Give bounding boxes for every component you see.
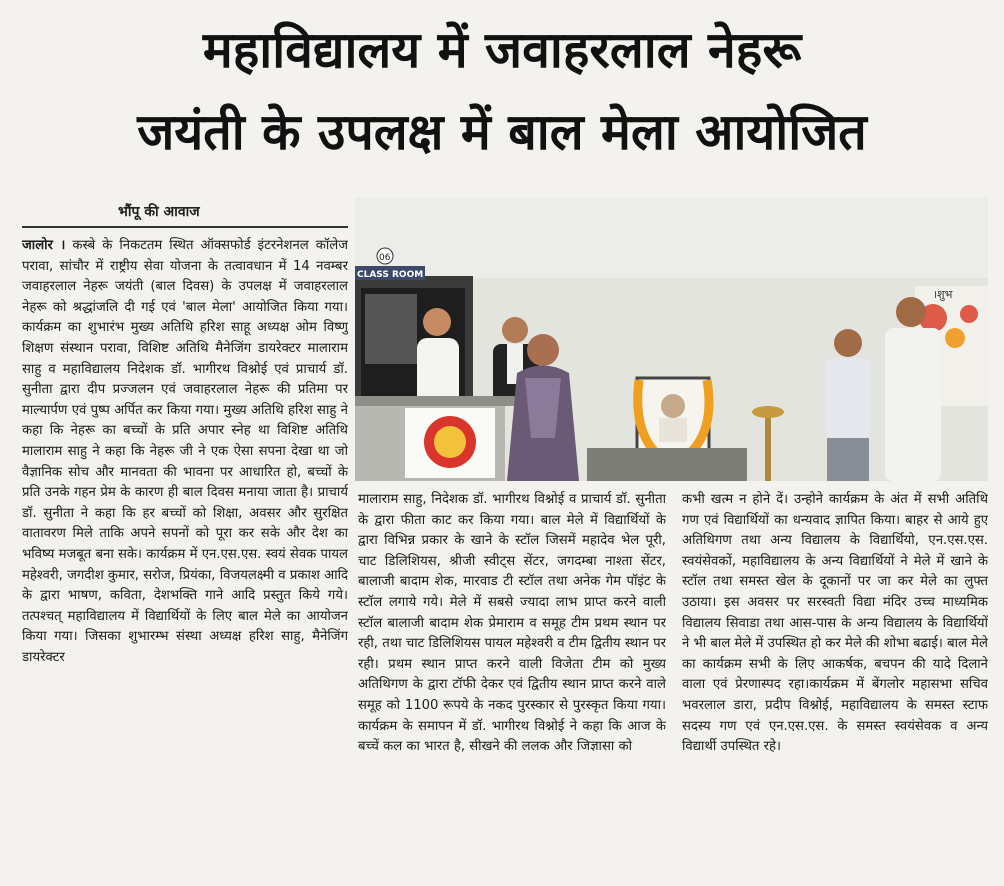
byline: भौंपू की आवाज [118,204,200,220]
event-photo-illustration [355,198,988,481]
headline-line-1: महाविद्यालय में जवाहरलाल नेहरू [202,21,802,79]
room-sign: CLASS ROOM [357,270,424,280]
article-column-1 [22,236,348,880]
event-photo [355,198,988,481]
dateline: जालोर । [22,238,66,253]
byline-rule [22,226,348,228]
headline-line-2: जयंती के उपलक्ष में बाल मेला आयोजित [137,103,867,161]
corner-sign: ।शुभ [933,288,953,301]
column-1-text: कस्बे के निकटतम स्थित ऑक्सफोर्ड इंटरनेशनल कॉलेज परावा, सांचौर में राष्ट्रीय सेवा योजना के तत्वावधान में 14 नवम्बर जवाहरलाल नेहरू जयंती (बाल दिवस) के उपलक्ष में जवाहरलाल नेहरू को श्रद्धांजलि दी गई एवं 'बाल मेला' आयोजित किया गया। कार्यक्रम का शुभारंभ मुख्य अतिथि हरिश साहू अध्यक्ष ओम विष्णु शिक्षण संस्थान परावा, विशिष्ट अतिथि मैनेजिंग डायरेक्टर मालाराम साहु व महाविद्यालय निदेशक डॉ. भागीरथ विश्नोई एवं प्राचार्य डॉ. सुनीता द्वारा दीप प्रज्जलन एवं जवाहरलाल नेहरू की प्रतिमा पर माल्यार्पण एवं पुष्प अर्पित कर किया गया। मुख्य अतिथि हरिश साहु ने कहा कि नेहरू का बच्चों के प्रति अपार स्नेह था विशिष्ट अतिथि मालाराम साहु ने कहा कि नेहरू जी ने एक ऐसा सपना देखा था जो वैज्ञानिक सोच और मानवता की भावना पर आधारित हो, बच्चों के प्रति उनके गहन प्रेम के कारण ही बाल दिवस मनाया जाता है। प्राचार्य डॉ. सुनीता ने कहा कि हर बच्चों को शिक्षा, अवसर और सुरक्षित वातावरण मिले ताकि अपने सपनों को पूरा कर सके और देश का भविष्य मजबूत बना सके। कार्यक्रम में एन.एस.एस. स्वयं सेवक पायल महेश्वरी, जगदीश कुमार, सरोज, प्रियंका, विजयलक्ष्मी व प्रकाश आदि के द्वारा भाषण, कविता, देशभक्ति गाने आदि प्रस्तुत किये गये। तत्पश्चत् महाविद्यालय में विद्यार्थियों के लिए बाल मेले का आयोजन किया गया। जिसका शुभारम्भ संस्था अध्यक्ष हरिश साहु, मैनेजिंग डायरेक्टर [22,238,348,665]
article-column-2 [358,490,666,882]
room-number: 06 [379,253,391,263]
column-2-text: मालाराम साहु, निदेशक डॉ. भागीरथ विश्नोई व प्राचार्य डॉ. सुनीता के द्वारा फीता काट कर किया गया। बाल मेले में विद्यार्थियों के द्वारा विभिन्न प्रकार के खाने के स्टॉल जिसमें महादेव भेल पूरी, चाट डिलिशियस, श्रीजी स्वीट्स सेंटर, जगदम्बा नाश्ता सेंटर, बालाजी बादाम शेक, मारवाड टी स्टॉल तथा अनेक गेम पॉइंट के स्टॉल लगाये गये। मेले में सबसे ज्यादा लाभ प्राप्त करने वाली स्टॉल बालाजी बादाम शेक प्रेमाराम व समूह टीम प्रथम स्थान पर रही, तथा चाट डिलिशियस पायल महेश्वरी व टीम द्वितीय स्थान पर रही। प्रथम स्थान प्राप्त करने वाली विजेता टीम को मुख्य अतिथिगण के द्वारा टॉफी देकर एवं द्वितीय स्थान प्राप्त करने वाले समूह को 1100 रूपये के नकद पुरस्कार से पुरस्कृत किया गया। कार्यक्रम के समापन में डॉ. भागीरथ विश्नोई ने कहा कि आज के बच्चें कल का भारत है, सीखने की ललक और जिज्ञासा को [358,492,666,755]
column-3-text: कभी खत्म न होने दें। उन्होने कार्यक्रम के अंत में सभी अतिथि गण एवं विद्यार्थियों का धन्यवाद ज्ञापित किया। बाहर से आये हुए अतिथिगण तथा अन्य विद्यालय के विद्यार्थियो, एन.एस.एस. स्वयंसेवकों, महाविद्यालय के अन्य विद्यार्थियों ने मेले में खाने के स्टॉल तथा समस्त खेल के दूकानों पर जा कर मेले का लुफ्त उठाया। इस अवसर पर सरस्वती विद्या मंदिर उच्च माध्यमिक विद्यालय सिवाडा तथा आस-पास के अन्य विद्यालय के विद्यार्थियों ने भी बाल मेले में उपस्थित हो कर मेले की शोभा बढाई। बाल मेले का कार्यक्रम सभी के लिए आकर्षक, बचपन की यादे दिलाने वाला एवं प्रेरणास्पद रहा।कार्यक्रम में बेंगलोर महासभा सचिव भवरलाल डारा, प्रदीप विश्नोई, महाविद्यालय के समस्त स्टाफ सदस्य गण एवं एन.एस.एस. के समस्त स्वयंसेवक व अन्य विद्यार्थी उपस्थित रहे। [682,492,988,755]
article-column-3 [682,490,988,882]
